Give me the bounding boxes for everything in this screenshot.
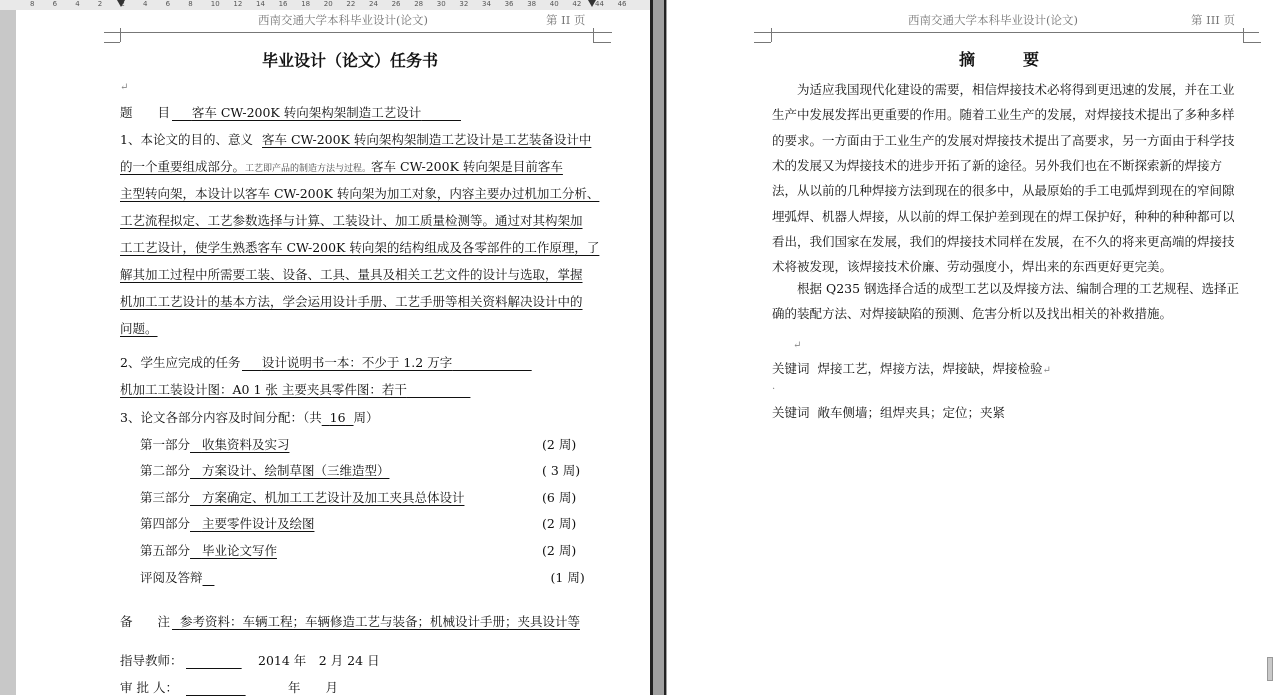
schedule-part-label: 评阅及答辩 — [140, 570, 203, 585]
schedule-part-content: 方案确定、机加工工艺设计及加工夹具总体设计 — [201, 490, 465, 505]
schedule-part-label: 第四部分 — [140, 516, 191, 531]
purpose-label: 1、本论文的目的、意义 — [120, 132, 253, 147]
advisor-signature-line — [186, 653, 242, 669]
schedule-row — [140, 437, 576, 453]
ruler-tick: 32 — [459, 0, 469, 8]
ruler-tick: 24 — [369, 0, 378, 8]
ruler-tick: 28 — [414, 0, 424, 8]
ruler-tick: 10 — [210, 0, 220, 8]
approver-date: 年 月 — [288, 680, 339, 695]
ruler-tick: 44 — [595, 0, 604, 8]
schedule-row — [140, 463, 580, 479]
ruler-tick: 2 — [120, 0, 125, 8]
page-divider-line — [650, 0, 653, 695]
document-page-right[interactable] — [667, 10, 1273, 695]
page-header: 西南交通大学本科毕业设计(论文) — [258, 13, 428, 27]
ruler-tick: 46 — [617, 0, 627, 8]
abstract-line: 术将被发现，该焊接技术价廉、劳动强度小，焊出来的东西更好更完美。 — [772, 259, 1173, 275]
purpose-line: 问题。 — [120, 321, 158, 336]
abstract-line: 生产中发展发挥出更重要的作用。随着工业生产的发展，对焊接技术提出了多种多样 — [772, 107, 1235, 123]
page-number: 第 III 页 — [1191, 13, 1235, 27]
schedule-part-content: 毕业论文写作 — [201, 543, 277, 558]
ruler-tick: 26 — [391, 0, 401, 8]
schedule-part-content: 方案设计、绘制草图（三维造型） — [201, 463, 390, 478]
paragraph-mark: ↵ — [793, 340, 802, 351]
notes-value: 参考资料：车辆工程；车辆修造工艺与装备；机械设计手册；夹具设计等 — [179, 614, 580, 629]
schedule-part-label: 第三部分 — [140, 490, 191, 505]
ruler-tick: 4 — [143, 0, 148, 8]
paragraph-mark: ↵ — [120, 82, 129, 93]
purpose-line: 客车 CW-200K 转向架构架制造工艺设计是工艺装备设计中 — [262, 132, 592, 147]
ruler-tick: 4 — [75, 0, 80, 8]
advisor-date: 2014 年 2 月 24 日 — [258, 653, 380, 668]
page-gutter-left — [0, 10, 16, 695]
page-title: 毕业设计（论文）任务书 — [262, 51, 439, 70]
notes-label: 备 注 — [120, 614, 171, 629]
indent-marker-icon[interactable] — [588, 0, 596, 7]
keywords-label: 关键词 — [772, 361, 810, 376]
header-rule — [104, 32, 612, 33]
ruler-tick: 8 — [30, 0, 35, 8]
tasks-line: 设计说明书一本：不少于 1.2 万字 — [261, 355, 453, 370]
ruler-tick: 40 — [549, 0, 559, 8]
ruler-tick: 14 — [256, 0, 265, 8]
schedule-part-content: 收集资料及实习 — [201, 437, 290, 452]
schedule-part-time: (2 周) — [542, 437, 577, 452]
page-divider-line-2 — [664, 0, 666, 695]
abstract-line: 埋弧焊、机器人焊接，从以前的焊工保护差到现在的焊工保护好，种种的种种都可以 — [772, 208, 1235, 224]
schedule-part-label: 第二部分 — [140, 463, 191, 478]
tasks-line: 机加工工装设计图：A0 1 张 主要夹具零件图：若干 — [120, 382, 407, 397]
schedule-part-time: (2 周) — [542, 516, 577, 531]
indent-marker-icon[interactable] — [117, 0, 125, 7]
schedule-part-time: (6 周) — [542, 490, 577, 505]
purpose-line: 的一个重要组成部分。工艺即产品的制造方法与过程。客车 CW-200K 转向架是目前客车 — [120, 159, 563, 174]
abstract-title: 摘 要 — [959, 50, 1040, 69]
ruler-tick: 42 — [572, 0, 582, 8]
keywords-row — [772, 405, 1005, 421]
advisor-label: 指导教师： — [120, 653, 183, 668]
ruler-tick: 2 — [97, 0, 103, 8]
topic-value: 客车 CW-200K 转向架构架制造工艺设计 — [191, 105, 422, 120]
ruler-tick: 30 — [436, 0, 446, 8]
schedule-part-content — [203, 570, 551, 586]
paragraph-mark: · — [772, 384, 776, 395]
keywords-value: 敞车侧墙；组焊夹具；定位；夹紧 — [817, 405, 1005, 420]
tasks-label: 2、学生应完成的任务 — [120, 355, 241, 370]
ruler-tick: 34 — [482, 0, 491, 8]
keywords-row: 关键词 焊接工艺，焊接方法，焊接缺，焊接检验↵ — [772, 361, 1051, 376]
schedule-row — [140, 490, 576, 506]
ruler-tick: 38 — [527, 0, 537, 8]
header-rule — [754, 32, 1259, 33]
ruler-tick: 18 — [301, 0, 311, 8]
abstract-line: 为适应我国现代化建设的需要，相信焊接技术必将得到更迅速的发展，并在工业 — [797, 82, 1235, 97]
purpose-line: 机加工工艺设计的基本方法，学会运用设计手册、工艺手册等相关资料解决设计中的 — [120, 294, 583, 309]
ruler-tick: 20 — [323, 0, 333, 8]
approver-label: 审 批 人： — [120, 680, 178, 695]
document-page-left[interactable] — [16, 10, 650, 695]
schedule-part-label: 第一部分 — [140, 437, 191, 452]
ruler-tick: 22 — [346, 0, 356, 8]
schedule-part-label: 第五部分 — [140, 543, 191, 558]
abstract-line: 术的发展又为焊接技术的进步开拓了新的途径。另外我们也在不断探索新的焊接方 — [772, 157, 1223, 173]
abstract-line: 看出，我们国家在发展，我们的焊接技术同样在发展，在不久的将来更高端的焊接技 — [772, 233, 1235, 249]
schedule-part-time: (1 周) — [550, 570, 585, 585]
topic-label: 题 目 — [120, 105, 171, 120]
schedule-row — [140, 543, 576, 559]
abstract-line: 确的装配方法、对焊接缺陷的预测、危害分析以及找出相关的补救措施。 — [772, 306, 1173, 322]
scrollbar-thumb[interactable] — [1267, 657, 1273, 681]
schedule-part-time: ( 3 周) — [542, 463, 581, 478]
ruler-tick: 16 — [278, 0, 288, 8]
ruler-tick: 6 — [52, 0, 58, 8]
ruler-tick: 12 — [233, 0, 243, 8]
schedule-part-time: (2 周) — [542, 543, 577, 558]
page-number: 第 II 页 — [546, 13, 586, 27]
schedule-row — [140, 570, 585, 586]
schedule-label: 3、论文各部分内容及时间分配：（共 16 周） — [120, 410, 379, 425]
purpose-line: 工工艺设计，使学生熟悉客车 CW-200K 转向架的结构组成及各零部件的工作原理，了 — [120, 240, 600, 255]
schedule-part-content: 主要零件设计及绘图 — [201, 516, 315, 531]
approver-signature-line — [186, 680, 246, 696]
purpose-line: 主型转向架，本设计以客车 CW-200K 转向架为加工对象，内容主要办过机加工分析、 — [120, 186, 600, 201]
ruler-tick: 36 — [504, 0, 514, 8]
ruler-tick: 6 — [165, 0, 171, 8]
schedule-row — [140, 516, 576, 532]
purpose-line: 工艺流程拟定、工艺参数选择与计算、工装设计、加工质量检测等。通过对其构架加 — [120, 213, 583, 228]
purpose-line: 解其加工过程中所需要工装、设备、工具、量具及相关工艺文件的设计与选取，掌握 — [120, 267, 583, 282]
abstract-line: 的要求。一方面由于工业生产的发展对焊接技术提出了高要求，另一方面由于科学技 — [772, 132, 1235, 148]
keywords-label: 关键词 — [772, 405, 810, 420]
ruler-tick: 8 — [188, 0, 193, 8]
keywords-value: 焊接工艺，焊接方法，焊接缺，焊接检验 — [817, 361, 1043, 376]
abstract-line: 法，从以前的几种焊接方法到现在的很多中，从最原始的手工电弧焊到现在的窄间隙 — [772, 183, 1235, 199]
page-header: 西南交通大学本科毕业设计(论文) — [908, 13, 1078, 27]
abstract-line: 根据 Q235 钢选择合适的成型工艺以及焊接方法、编制合理的工艺规程、选择正 — [797, 281, 1240, 296]
